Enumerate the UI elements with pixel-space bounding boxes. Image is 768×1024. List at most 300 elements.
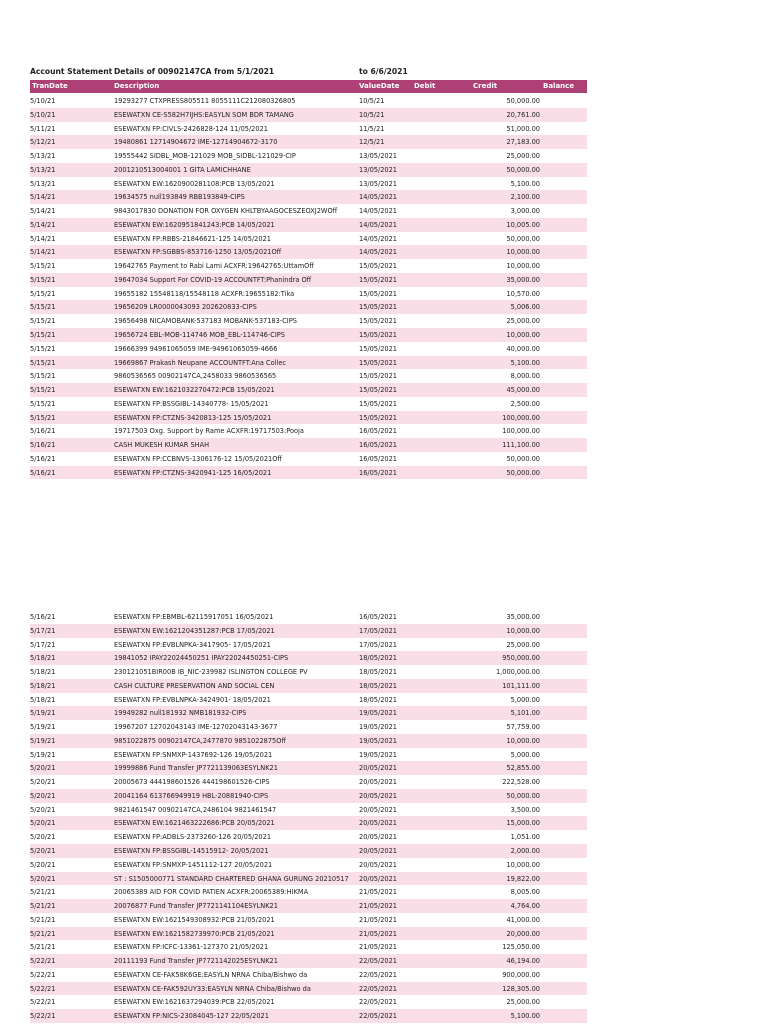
credit-cell: 1,051.00 xyxy=(510,833,540,842)
table-row xyxy=(30,300,587,314)
description-cell: ESEWATXN EW:1621204351287:PCB 17/05/2021 xyxy=(114,626,275,635)
table-row xyxy=(30,259,587,273)
trandate-cell: 5/17/21 xyxy=(30,640,56,649)
credit-cell: 900,000.00 xyxy=(502,970,540,979)
table-row xyxy=(30,927,587,941)
credit-cell: 100,000.00 xyxy=(502,427,540,436)
trandate-cell: 5/21/21 xyxy=(30,902,56,911)
trandate-cell: 5/13/21 xyxy=(30,152,56,161)
description-cell: ESEWATXN FP:CTZNS-3420813-125 15/05/2021 xyxy=(114,413,272,422)
valuedate-cell: 15/05/2021 xyxy=(359,303,398,312)
description-cell: 19841052 IPAY22024450251 IPAY22024450251-CIPS xyxy=(114,654,289,663)
credit-cell: 3,000.00 xyxy=(510,207,540,216)
description-cell: 19555442 SIDBL_MOB-121029 MOB_SIDBL-121029-CIP xyxy=(114,152,296,161)
table-row xyxy=(30,748,587,762)
trandate-cell: 5/18/21 xyxy=(30,695,56,704)
valuedate-cell: 15/05/2021 xyxy=(359,372,398,381)
description-cell: ESEWATXN EW:1621032270472:PCB 15/05/2021 xyxy=(114,386,275,395)
valuedate-cell: 15/05/2021 xyxy=(359,331,398,340)
description-cell: ESEWATXN FP:NICS-23084045-127 22/05/2021 xyxy=(114,1012,269,1021)
table-row xyxy=(30,122,587,136)
valuedate-cell: 15/05/2021 xyxy=(359,317,398,326)
credit-cell: 50,000.00 xyxy=(506,454,540,463)
credit-cell: 5,000.00 xyxy=(510,750,540,759)
valuedate-cell: 18/05/2021 xyxy=(359,695,398,704)
description-cell: ESEWATXN CE-FAK592UY33:EASYLN NRNA Chiba/Bishwo da xyxy=(114,984,311,993)
trandate-cell: 5/14/21 xyxy=(30,193,56,202)
credit-cell: 51,000.00 xyxy=(506,124,540,133)
valuedate-cell: 22/05/2021 xyxy=(359,957,398,966)
credit-cell: 4,764.00 xyxy=(510,902,540,911)
table-row xyxy=(30,204,587,218)
description-cell: 20041164 613766949919 HBL-20881940-CIPS xyxy=(114,791,269,800)
trandate-cell: 5/10/21 xyxy=(30,110,56,119)
trandate-cell: 5/20/21 xyxy=(30,791,56,800)
description-cell: ESEWATXN EW:1620951841243:PCB 14/05/2021 xyxy=(114,220,275,229)
table-row xyxy=(30,940,587,954)
valuedate-cell: 14/05/2021 xyxy=(359,193,398,202)
credit-cell: 35,000.00 xyxy=(506,275,540,284)
table-row xyxy=(30,982,587,996)
credit-cell: 15,000.00 xyxy=(506,819,540,828)
trandate-cell: 5/21/21 xyxy=(30,943,56,952)
valuedate-cell: 18/05/2021 xyxy=(359,654,398,663)
credit-cell: 10,570.00 xyxy=(506,289,540,298)
trandate-cell: 5/15/21 xyxy=(30,413,56,422)
credit-cell: 101,111.00 xyxy=(502,681,540,690)
valuedate-cell: 21/05/2021 xyxy=(359,888,398,897)
table-row xyxy=(30,383,587,397)
table-row xyxy=(30,638,587,652)
valuedate-cell: 19/05/2021 xyxy=(359,750,398,759)
valuedate-cell: 13/05/2021 xyxy=(359,179,398,188)
valuedate-cell: 20/05/2021 xyxy=(359,874,398,883)
col-description: Description xyxy=(114,82,160,90)
credit-cell: 128,305.00 xyxy=(502,984,540,993)
description-cell: ESEWATXN FP:CIVLS-2426828-124 11/05/2021 xyxy=(114,124,268,133)
valuedate-cell: 13/05/2021 xyxy=(359,152,398,161)
table-row xyxy=(30,438,587,452)
table-row xyxy=(30,245,587,259)
credit-cell: 125,050.00 xyxy=(502,943,540,952)
trandate-cell: 5/18/21 xyxy=(30,654,56,663)
credit-cell: 50,000.00 xyxy=(506,165,540,174)
trandate-cell: 5/20/21 xyxy=(30,874,56,883)
description-cell: 19293277 CTXPRESS805511 8055111C212080326805 xyxy=(114,97,296,105)
credit-cell: 2,500.00 xyxy=(510,399,540,408)
trandate-cell: 5/16/21 xyxy=(30,468,56,477)
trandate-cell: 5/22/21 xyxy=(30,984,56,993)
valuedate-cell: 16/05/2021 xyxy=(359,468,398,477)
table-row xyxy=(30,94,587,108)
valuedate-cell: 16/05/2021 xyxy=(359,454,398,463)
trandate-cell: 5/20/21 xyxy=(30,805,56,814)
credit-cell: 10,000.00 xyxy=(506,860,540,869)
credit-cell: 10,000.00 xyxy=(506,331,540,340)
description-cell: 19717503 Oxg. Support by Rame ACXFR:19717503:Pooja xyxy=(114,427,304,436)
table-row xyxy=(30,913,587,927)
credit-cell: 57,759.00 xyxy=(506,723,540,732)
description-cell: 19999886 Fund Transfer JP7721139063ESYLNK21 xyxy=(114,764,278,773)
valuedate-cell: 15/05/2021 xyxy=(359,289,398,298)
credit-cell: 10,000.00 xyxy=(506,248,540,257)
description-cell: ESEWATXN FP:RBBS-21846621-125 14/05/2021 xyxy=(114,234,271,243)
trandate-cell: 5/17/21 xyxy=(30,626,56,635)
credit-cell: 25,000.00 xyxy=(506,998,540,1007)
valuedate-cell: 20/05/2021 xyxy=(359,860,398,869)
col-balance: Balance xyxy=(543,82,575,90)
trandate-cell: 5/13/21 xyxy=(30,165,56,174)
description-cell: ESEWATXN FP:EVBLNPKA-3424901- 18/05/2021 xyxy=(114,695,271,704)
description-cell: 19634575 null193849 RBB193849-CIPS xyxy=(114,193,245,202)
credit-cell: 2,100.00 xyxy=(510,193,540,202)
description-cell: ESEWATXN FP:BSSGIBL-14515912- 20/05/2021 xyxy=(114,847,269,856)
table-row xyxy=(30,624,587,638)
description-cell: CASH CULTURE PRESERVATION AND SOCIAL CEN xyxy=(114,681,275,690)
valuedate-cell: 16/05/2021 xyxy=(359,427,398,436)
valuedate-cell: 15/05/2021 xyxy=(359,413,398,422)
table-row xyxy=(30,610,587,624)
trandate-cell: 5/15/21 xyxy=(30,358,56,367)
trandate-cell: 5/13/21 xyxy=(30,179,56,188)
valuedate-cell: 17/05/2021 xyxy=(359,640,398,649)
trandate-cell: 5/15/21 xyxy=(30,331,56,340)
valuedate-cell: 16/05/2021 xyxy=(359,441,398,450)
credit-cell: 41,000.00 xyxy=(506,915,540,924)
trandate-cell: 5/16/21 xyxy=(30,613,56,621)
valuedate-cell: 21/05/2021 xyxy=(359,943,398,952)
description-cell: ESEWATXN FP:ICFC-13361-127370 21/05/2021 xyxy=(114,943,269,952)
credit-cell: 10,000.00 xyxy=(506,736,540,745)
description-cell: ESEWATXN EW:1621582739970:PCB 21/05/2021 xyxy=(114,929,275,938)
trandate-cell: 5/20/21 xyxy=(30,833,56,842)
trandate-cell: 5/15/21 xyxy=(30,275,56,284)
table-row xyxy=(30,342,587,356)
table-row xyxy=(30,314,587,328)
description-cell: 9851022875 00902147CA,2477870 9851022875Off xyxy=(114,736,286,745)
description-cell: 19656498 NICAMOBANK-537183 MOBANK-537183-CIPS xyxy=(114,317,297,326)
credit-cell: 950,000.00 xyxy=(502,654,540,663)
credit-cell: 20,761.00 xyxy=(506,110,540,119)
credit-cell: 3,500.00 xyxy=(510,805,540,814)
table-row xyxy=(30,995,587,1009)
trandate-cell: 5/15/21 xyxy=(30,262,56,271)
table-row xyxy=(30,190,587,204)
credit-cell: 50,000.00 xyxy=(506,97,540,105)
valuedate-cell: 20/05/2021 xyxy=(359,764,398,773)
credit-cell: 27,183.00 xyxy=(506,138,540,147)
description-cell: ESEWATXN EW:1621549308932:PCB 21/05/2021 xyxy=(114,915,275,924)
column-header-row xyxy=(30,80,587,93)
trandate-cell: 5/20/21 xyxy=(30,778,56,787)
trandate-cell: 5/15/21 xyxy=(30,386,56,395)
trandate-cell: 5/18/21 xyxy=(30,681,56,690)
table-row xyxy=(30,734,587,748)
credit-cell: 50,000.00 xyxy=(506,468,540,477)
description-cell: 19642765 Payment to Rabi Lami ACXFR:19642765:UttamOff xyxy=(114,262,314,271)
statement-end-date: to 6/6/2021 xyxy=(359,67,408,76)
trandate-cell: 5/15/21 xyxy=(30,303,56,312)
table-row xyxy=(30,775,587,789)
credit-cell: 46,194.00 xyxy=(506,957,540,966)
description-cell: ESEWATXN FP:BSSGIBL-14340778- 15/05/2021 xyxy=(114,399,269,408)
description-cell: ESEWATXN EW:1621637294039:PCB 22/05/2021 xyxy=(114,998,275,1007)
trandate-cell: 5/15/21 xyxy=(30,344,56,353)
valuedate-cell: 18/05/2021 xyxy=(359,668,398,677)
trandate-cell: 5/19/21 xyxy=(30,750,56,759)
table-row xyxy=(30,397,587,411)
credit-cell: 5,006.00 xyxy=(510,303,540,312)
trandate-cell: 5/16/21 xyxy=(30,427,56,436)
trandate-cell: 5/22/21 xyxy=(30,998,56,1007)
table-row xyxy=(30,872,587,886)
table-row xyxy=(30,858,587,872)
description-cell: 19647034 Support For COVID-19 ACCOUNTFT:Phanindra Off xyxy=(114,275,312,284)
valuedate-cell: 15/05/2021 xyxy=(359,275,398,284)
description-cell: 19949282 null181932 NMB181932-CIPS xyxy=(114,709,247,718)
table-row xyxy=(30,679,587,693)
description-cell: ESEWATXN FP:EVBLNPKA-3417905- 17/05/2021 xyxy=(114,640,271,649)
credit-cell: 8,005.00 xyxy=(510,888,540,897)
valuedate-cell: 14/05/2021 xyxy=(359,220,398,229)
valuedate-cell: 22/05/2021 xyxy=(359,998,398,1007)
valuedate-cell: 15/05/2021 xyxy=(359,358,398,367)
valuedate-cell: 22/05/2021 xyxy=(359,970,398,979)
description-cell: 20111193 Fund Transfer JP7721142025ESYLNK21 xyxy=(114,957,278,966)
valuedate-cell: 21/05/2021 xyxy=(359,929,398,938)
valuedate-cell: 19/05/2021 xyxy=(359,709,398,718)
trandate-cell: 5/21/21 xyxy=(30,929,56,938)
credit-cell: 35,000.00 xyxy=(506,613,540,621)
valuedate-cell: 20/05/2021 xyxy=(359,791,398,800)
valuedate-cell: 13/05/2021 xyxy=(359,165,398,174)
table-row xyxy=(30,411,587,425)
col-debit: Debit xyxy=(414,82,436,90)
credit-cell: 25,000.00 xyxy=(506,152,540,161)
table-row xyxy=(30,954,587,968)
credit-cell: 25,000.00 xyxy=(506,317,540,326)
description-cell: 19655182 15548118/15548118 ACXFR:19655182:Tika xyxy=(114,289,295,298)
transactions-block-2 xyxy=(30,610,587,1023)
trandate-cell: 5/19/21 xyxy=(30,709,56,718)
valuedate-cell: 15/05/2021 xyxy=(359,386,398,395)
description-cell: ESEWATXN FP:EBMBL-62115917051 16/05/2021 xyxy=(114,613,274,621)
col-credit: Credit xyxy=(473,82,498,90)
table-row xyxy=(30,885,587,899)
credit-cell: 111,100.00 xyxy=(502,441,540,450)
table-row xyxy=(30,816,587,830)
description-cell: ESEWATXN CE-FAK58K6GE:EASYLN NRNA Chiba/Bishwo da xyxy=(114,970,308,979)
description-cell: 19967207 12702043143 IME-12702043143-3677 xyxy=(114,723,278,732)
credit-cell: 19,822.00 xyxy=(506,874,540,883)
table-row xyxy=(30,135,587,149)
valuedate-cell: 20/05/2021 xyxy=(359,805,398,814)
table-row xyxy=(30,424,587,438)
valuedate-cell: 10/5/21 xyxy=(359,97,385,105)
valuedate-cell: 15/05/2021 xyxy=(359,344,398,353)
table-row xyxy=(30,968,587,982)
valuedate-cell: 12/5/21 xyxy=(359,138,385,147)
trandate-cell: 5/15/21 xyxy=(30,372,56,381)
table-row xyxy=(30,803,587,817)
trandate-cell: 5/15/21 xyxy=(30,399,56,408)
valuedate-cell: 15/05/2021 xyxy=(359,399,398,408)
description-cell: 19666399 94961065059 IME-94961065059-4666 xyxy=(114,344,278,353)
credit-cell: 40,000.00 xyxy=(506,344,540,353)
valuedate-cell: 22/05/2021 xyxy=(359,1012,398,1021)
table-row xyxy=(30,328,587,342)
table-row xyxy=(30,287,587,301)
description-cell: 9821461547 00902147CA,2486104 9821461547 xyxy=(114,805,277,814)
description-cell: 19656209 LR0000043093 202620833-CIPS xyxy=(114,303,257,312)
credit-cell: 25,000.00 xyxy=(506,640,540,649)
valuedate-cell: 14/05/2021 xyxy=(359,248,398,257)
valuedate-cell: 14/05/2021 xyxy=(359,234,398,243)
trandate-cell: 5/20/21 xyxy=(30,847,56,856)
table-row xyxy=(30,369,587,383)
description-cell: ESEWATXN FP:CCBNVS-1306176-12 15/05/2021Off xyxy=(114,454,282,463)
credit-cell: 45,000.00 xyxy=(506,386,540,395)
description-cell: 19656724 EBL-MOB-114746 MOB_EBL-114746-CIPS xyxy=(114,331,285,340)
trandate-cell: 5/11/21 xyxy=(30,124,56,133)
table-row xyxy=(30,844,587,858)
credit-cell: 1,000,000.00 xyxy=(495,668,540,677)
description-cell: ESEWATXN FP:ADBLS-2373260-126 20/05/2021 xyxy=(114,833,272,842)
table-row xyxy=(30,149,587,163)
table-row xyxy=(30,665,587,679)
trandate-cell: 5/14/21 xyxy=(30,220,56,229)
table-row xyxy=(30,218,587,232)
trandate-cell: 5/20/21 xyxy=(30,860,56,869)
trandate-cell: 5/20/21 xyxy=(30,764,56,773)
trandate-cell: 5/16/21 xyxy=(30,441,56,450)
table-row xyxy=(30,789,587,803)
valuedate-cell: 20/05/2021 xyxy=(359,847,398,856)
trandate-cell: 5/19/21 xyxy=(30,723,56,732)
description-cell: 20076877 Fund Transfer JP7721141104ESYLNK21 xyxy=(114,902,278,911)
transactions-block-1 xyxy=(30,94,587,479)
credit-cell: 2,000.00 xyxy=(510,847,540,856)
table-row xyxy=(30,706,587,720)
statement-header xyxy=(30,67,587,79)
credit-cell: 5,100.00 xyxy=(510,179,540,188)
trandate-cell: 5/14/21 xyxy=(30,248,56,257)
credit-cell: 5,100.00 xyxy=(510,358,540,367)
statement-details: Details of 00902147CA from 5/1/2021 xyxy=(114,67,275,76)
table-row xyxy=(30,163,587,177)
trandate-cell: 5/15/21 xyxy=(30,289,56,298)
description-cell: 19669867 Prakash Neupane ACCOUNTFT:Ana Collec xyxy=(114,358,287,367)
credit-cell: 20,000.00 xyxy=(506,929,540,938)
col-valuedate: ValueDate xyxy=(359,82,400,90)
trandate-cell: 5/14/21 xyxy=(30,234,56,243)
table-row xyxy=(30,651,587,665)
credit-cell: 222,528.00 xyxy=(502,778,540,787)
table-row xyxy=(30,1009,587,1023)
valuedate-cell: 21/05/2021 xyxy=(359,902,398,911)
description-cell: ST : S1505000771 STANDARD CHARTERED GHANA GURUNG 20210517 xyxy=(114,874,349,883)
trandate-cell: 5/14/21 xyxy=(30,207,56,216)
description-cell: 2001210513004001 1 GITA LAMICHHANE xyxy=(114,165,251,174)
table-row xyxy=(30,356,587,370)
description-cell: ESEWATXN FP:SNMXP-1437692-126 19/05/2021 xyxy=(114,750,273,759)
credit-cell: 5,100.00 xyxy=(510,1012,540,1021)
description-cell: 9843017830 DONATION FOR OXYGEN KHLTBYAAGOCESZEOXJ2WOff xyxy=(114,207,338,216)
credit-cell: 5,101.00 xyxy=(510,709,540,718)
valuedate-cell: 20/05/2021 xyxy=(359,833,398,842)
table-row xyxy=(30,273,587,287)
description-cell: ESEWATXN FP:SNMXP-1451112-127 20/05/2021 xyxy=(114,860,273,869)
valuedate-cell: 20/05/2021 xyxy=(359,819,398,828)
valuedate-cell: 10/5/21 xyxy=(359,110,385,119)
description-cell: ESEWATXN EW:1620900281108:PCB 13/05/2021 xyxy=(114,179,275,188)
trandate-cell: 5/22/21 xyxy=(30,957,56,966)
description-cell: 20005673 444198601526 444198601526-CIPS xyxy=(114,778,270,787)
trandate-cell: 5/22/21 xyxy=(30,1012,56,1021)
statement-title: Account Statement xyxy=(30,67,113,76)
valuedate-cell: 19/05/2021 xyxy=(359,736,398,745)
credit-cell: 8,000.00 xyxy=(510,372,540,381)
trandate-cell: 5/10/21 xyxy=(30,97,56,105)
description-cell: 230121051BIR00B IB_NIC-239982 ISLINGTON COLLEGE PV xyxy=(114,668,308,677)
table-row xyxy=(30,899,587,913)
table-row xyxy=(30,177,587,191)
credit-cell: 10,005.00 xyxy=(506,220,540,229)
table-row xyxy=(30,693,587,707)
table-row xyxy=(30,232,587,246)
description-cell: 19480861 12714904672 IME-12714904672-3170 xyxy=(114,138,278,147)
description-cell: 9860536565 00902147CA,2458033 9860536565 xyxy=(114,372,277,381)
valuedate-cell: 18/05/2021 xyxy=(359,681,398,690)
credit-cell: 10,000.00 xyxy=(506,626,540,635)
description-cell: ESEWATXN FP:CTZNS-3420941-125 16/05/2021 xyxy=(114,468,272,477)
trandate-cell: 5/19/21 xyxy=(30,736,56,745)
table-row xyxy=(30,761,587,775)
description-cell: ESEWATXN FP:SGBBS-853716-1250 13/05/2021Off xyxy=(114,248,282,257)
valuedate-cell: 19/05/2021 xyxy=(359,723,398,732)
description-cell: 20065389 AID FOR COVID PATIEN ACXFR:20065389:HIKMA xyxy=(114,888,309,897)
credit-cell: 50,000.00 xyxy=(506,234,540,243)
table-row xyxy=(30,720,587,734)
credit-cell: 100,000.00 xyxy=(502,413,540,422)
trandate-cell: 5/22/21 xyxy=(30,970,56,979)
credit-cell: 50,000.00 xyxy=(506,791,540,800)
valuedate-cell: 21/05/2021 xyxy=(359,915,398,924)
valuedate-cell: 17/05/2021 xyxy=(359,626,398,635)
valuedate-cell: 11/5/21 xyxy=(359,124,385,133)
valuedate-cell: 20/05/2021 xyxy=(359,778,398,787)
trandate-cell: 5/18/21 xyxy=(30,668,56,677)
credit-cell: 52,855.00 xyxy=(506,764,540,773)
description-cell: ESEWATXN CE-S582H7IJHS:EASYLN SOM BDR TAMANG xyxy=(114,110,294,119)
trandate-cell: 5/15/21 xyxy=(30,317,56,326)
description-cell: ESEWATXN EW:1621463222686:PCB 20/05/2021 xyxy=(114,819,275,828)
trandate-cell: 5/20/21 xyxy=(30,819,56,828)
table-row xyxy=(30,108,587,122)
col-trandate: TranDate xyxy=(32,82,68,90)
table-row xyxy=(30,466,587,480)
description-cell: CASH MUKESH KUMAR SHAH xyxy=(114,441,210,450)
table-row xyxy=(30,830,587,844)
valuedate-cell: 16/05/2021 xyxy=(359,613,398,621)
valuedate-cell: 15/05/2021 xyxy=(359,262,398,271)
trandate-cell: 5/21/21 xyxy=(30,888,56,897)
trandate-cell: 5/16/21 xyxy=(30,454,56,463)
trandate-cell: 5/21/21 xyxy=(30,915,56,924)
valuedate-cell: 14/05/2021 xyxy=(359,207,398,216)
table-row xyxy=(30,452,587,466)
valuedate-cell: 22/05/2021 xyxy=(359,984,398,993)
